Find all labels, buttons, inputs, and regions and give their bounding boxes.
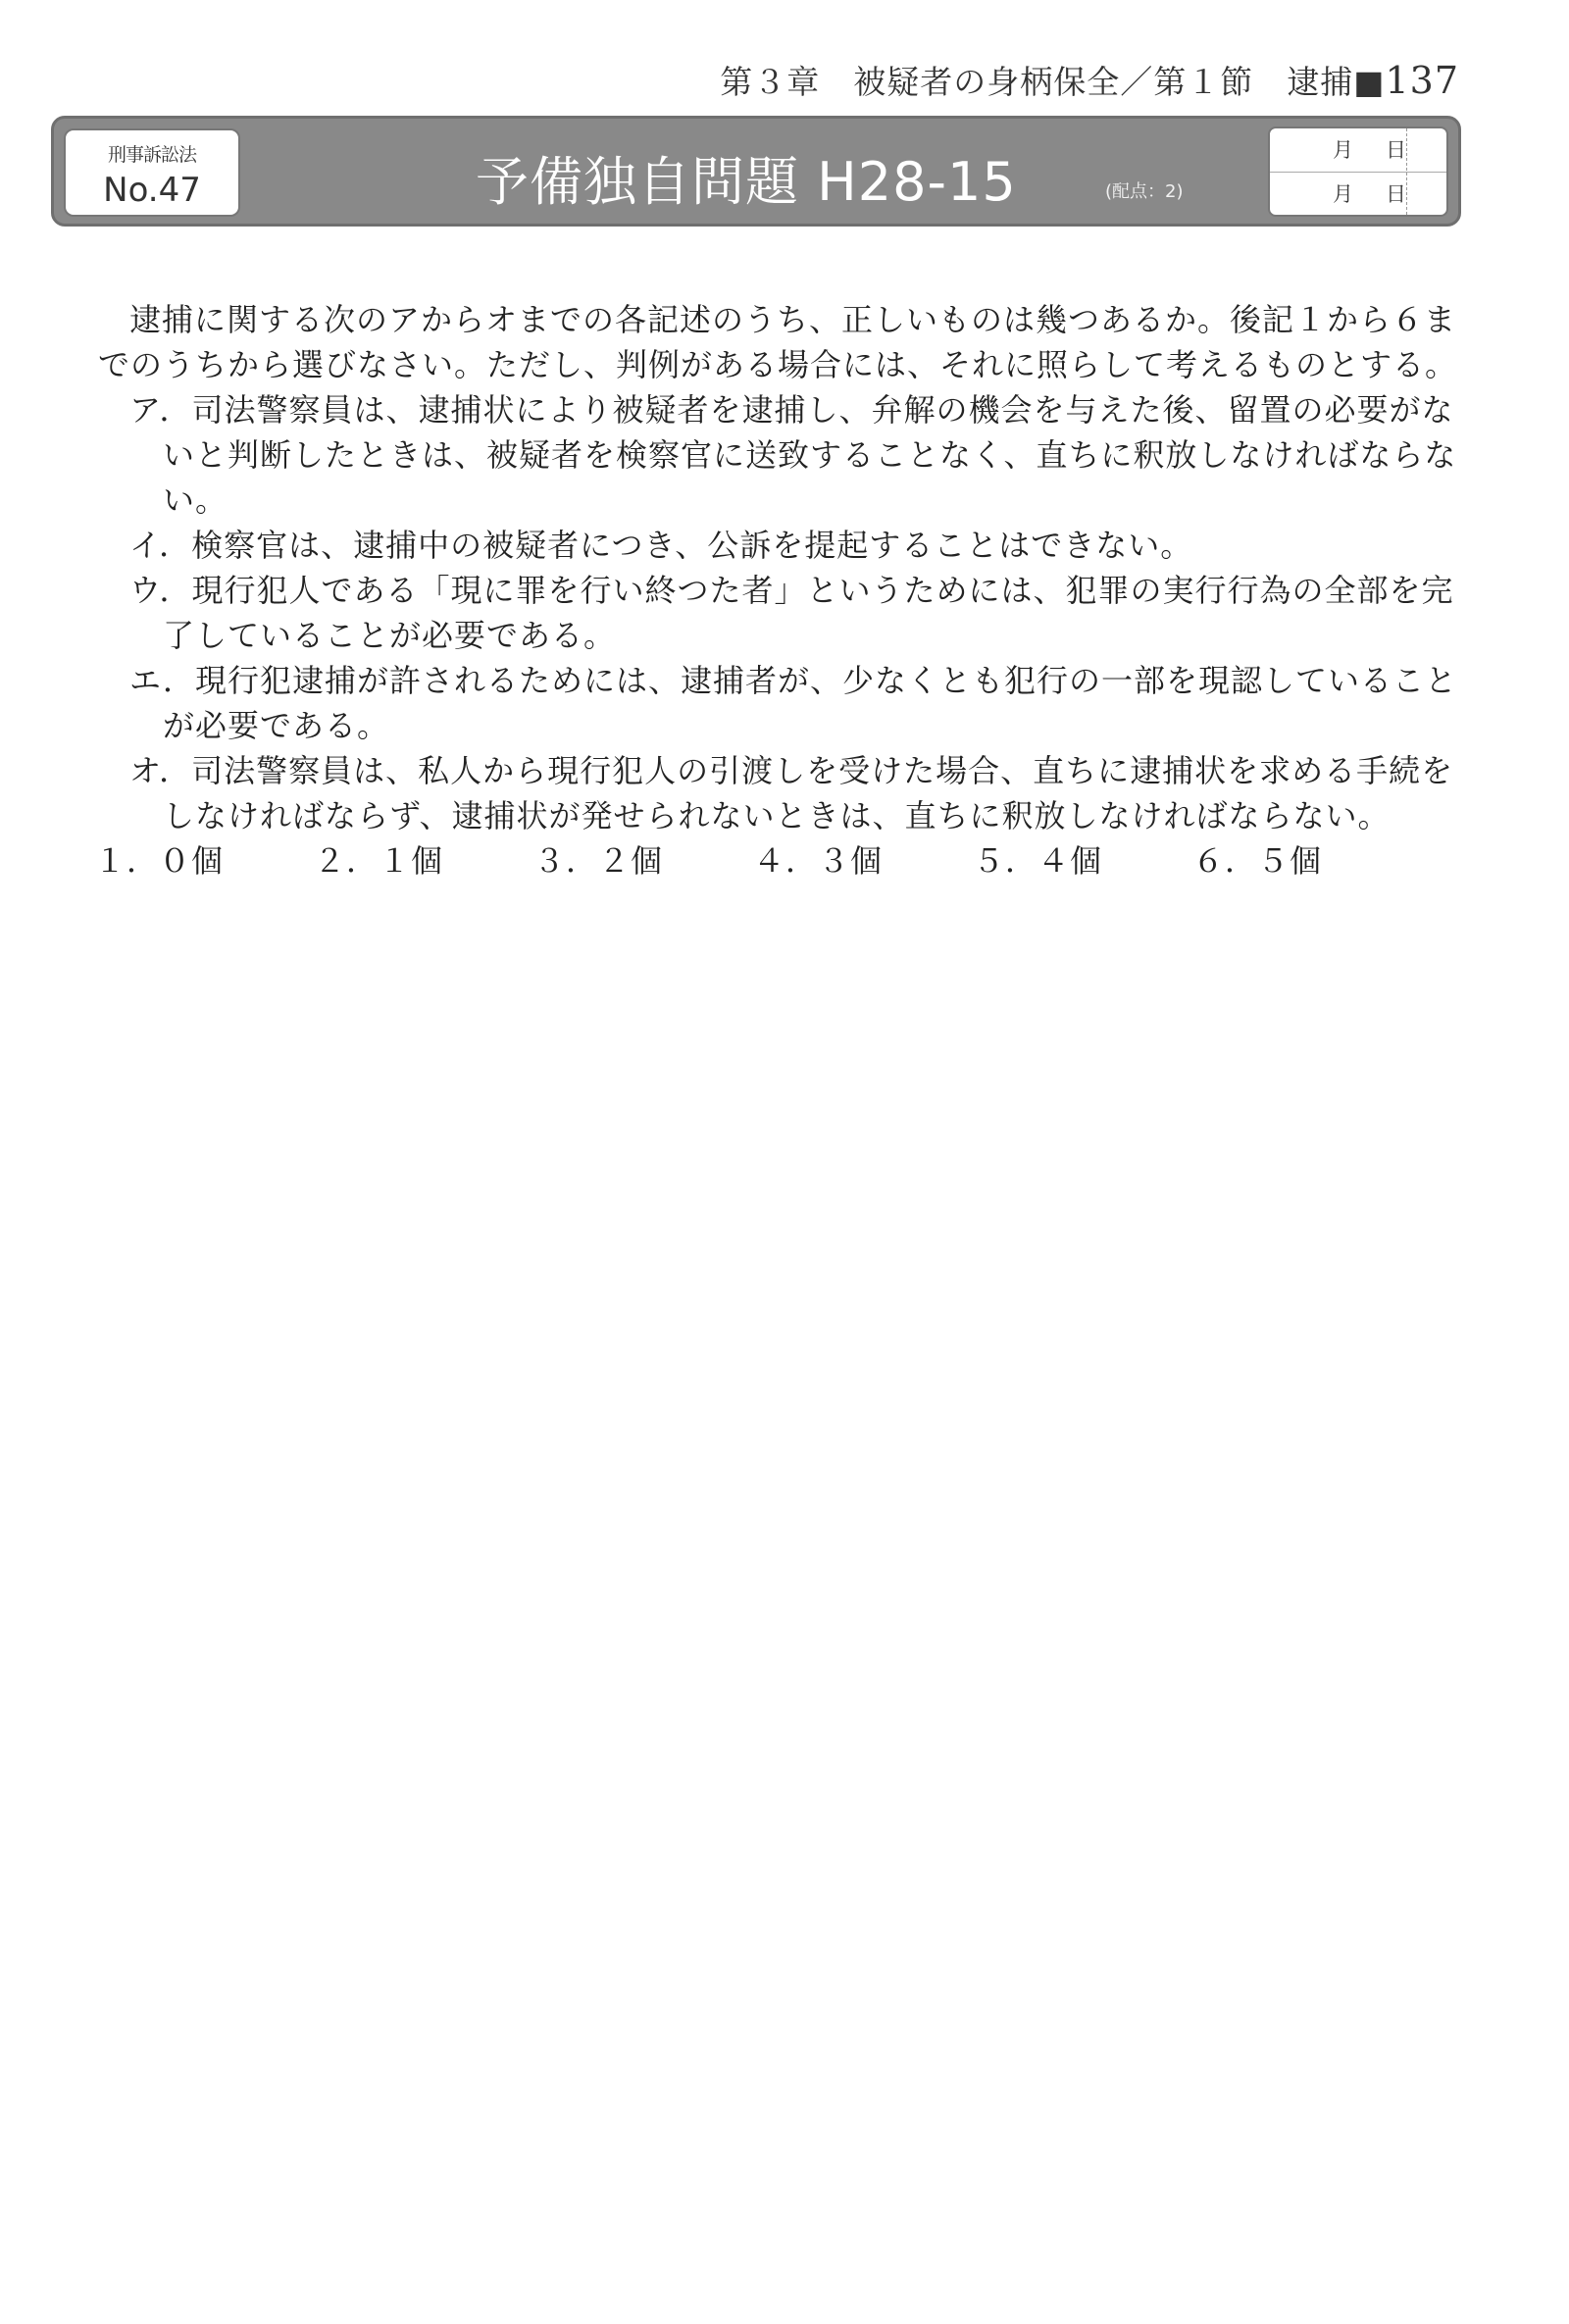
answer-choice: ４．３個 xyxy=(753,842,884,880)
subject-label: 刑事訴訟法 xyxy=(107,144,196,166)
question-number-badge xyxy=(64,128,240,217)
question-number: No.47 xyxy=(103,171,201,210)
statement-item xyxy=(98,523,1471,568)
question-title: 予備独自問題 H28-15 xyxy=(476,151,1017,213)
statement-item xyxy=(98,568,1471,658)
statement-label: ウ． xyxy=(129,572,192,609)
statement-text: 現行犯逮捕が許されるためには、逮捕者が、少なくとも犯行の一部を現認していることが必要である。 xyxy=(163,662,1457,744)
answer-choice: １．０個 xyxy=(94,842,225,880)
answer-choice: ３．２個 xyxy=(533,842,664,880)
statement-label: イ． xyxy=(129,527,192,564)
statement-label: オ． xyxy=(129,752,192,789)
study-date-box xyxy=(1268,126,1448,217)
date-row xyxy=(1270,128,1446,172)
answer-choice: ２．１個 xyxy=(314,842,444,880)
answer-choices xyxy=(94,838,1471,884)
statement-label: ア． xyxy=(129,391,192,429)
statement-text: 司法警察員は、逮捕状により被疑者を逮捕し、弁解の機会を与えた後、留置の必要がないと判断したときは、被疑者を検察官に送致することなく、直ちに釈放しなければならない。 xyxy=(163,391,1457,519)
page-number: 137 xyxy=(1385,59,1459,102)
question-body xyxy=(94,297,1471,884)
answer-choice: ６．５個 xyxy=(1192,842,1323,880)
statement-label: エ． xyxy=(129,662,195,699)
statement-text: 現行犯人である「現に罪を行い終つた者」というためには、犯罪の実行行為の全部を完了していることが必要である。 xyxy=(163,572,1454,654)
question-stem: 逮捕に関する次のアからオまでの各記述のうち、正しいものは幾つあるか。後記１から６までのうちから選びなさい。ただし、判例がある場合には、それに照らして考えるものとする。 xyxy=(98,301,1458,383)
month-label: 月 xyxy=(1333,182,1353,206)
statement-item xyxy=(98,658,1471,748)
question-banner xyxy=(51,116,1461,227)
statement-item xyxy=(98,387,1471,523)
day-label: 日 xyxy=(1386,138,1406,162)
date-row xyxy=(1270,172,1446,216)
answer-choice: ５．４個 xyxy=(973,842,1103,880)
day-label: 日 xyxy=(1386,182,1406,206)
score-label: (配点：2) xyxy=(1105,181,1184,202)
running-header xyxy=(720,57,1459,103)
running-title: 第３章 被疑者の身柄保全／第１節 逮捕■ xyxy=(720,63,1386,101)
statement-text: 検察官は、逮捕中の被疑者につき、公訴を提起することはできない。 xyxy=(191,527,1193,564)
month-label: 月 xyxy=(1333,138,1353,162)
statement-item xyxy=(98,748,1471,838)
statement-text: 司法警察員は、私人から現行犯人の引渡しを受けた場合、直ちに逮捕状を求める手続をしなければならず、逮捕状が発せられないときは、直ちに釈放しなければならない。 xyxy=(163,752,1454,834)
